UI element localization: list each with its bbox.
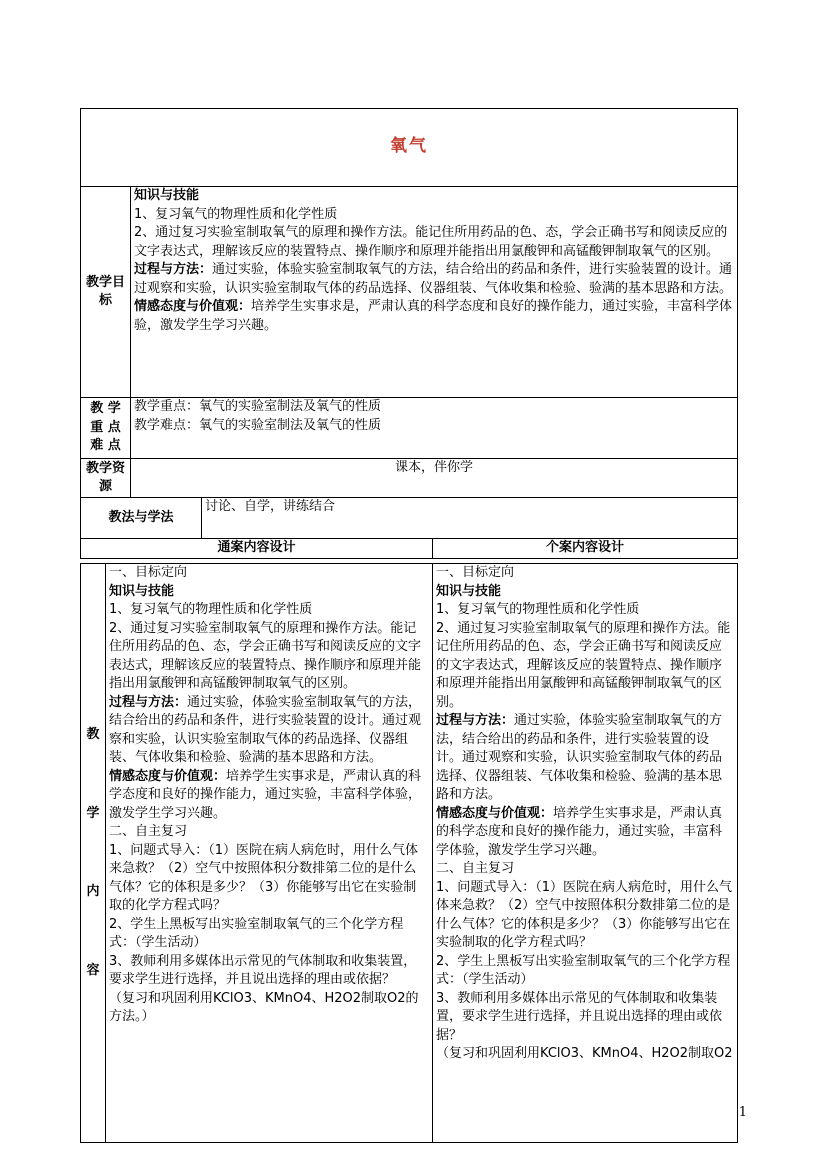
objectives-label-text: 教学目标 <box>85 274 125 308</box>
knowledge-heading: 知识与技能 <box>134 188 200 203</box>
right-q1: 1、问题式导入：（1）医院在病人病危时，用什么气体来急救？（2）空气中按照体积分数排第二位的是什么气体？它的体积是多少？（3）你能够写出它在实验制取的化学方程式吗？ <box>436 879 733 950</box>
process-label: 过程与方法： <box>134 262 213 277</box>
content-label <box>81 564 106 1143</box>
left-q1: 1、问题式导入：（1）医院在病人病危时，用什么气体来急救？（2）空气中按照体积分数排第二位的是什么气体？它的体积是多少？（3）你能够写出它在实验制取的化学方程式吗？ <box>109 842 419 913</box>
objective-process <box>134 261 734 298</box>
objectives-label <box>81 187 131 398</box>
individual-design-content <box>433 564 738 1143</box>
resources-text: 课本，伴你学 <box>394 460 473 475</box>
key-points-label-1: 教 学 <box>90 401 121 417</box>
lesson-plan-table <box>80 108 738 559</box>
key-points-label-2: 重 点 <box>90 419 121 435</box>
key-points-label <box>81 398 131 459</box>
objectives-content <box>131 187 738 398</box>
left-emotion <box>109 768 429 824</box>
resources-label <box>81 459 131 498</box>
right-emotion <box>436 805 734 861</box>
left-q3: 3、教师利用多媒体出示常见的气体制取和收集装置，要求学生进行选择，并且说出选择的理由或依据？ <box>109 953 417 987</box>
right-emotion-text: 培养学生实事求是，严肃认真的科学态度和良好的操作能力，通过实验，丰富科学体验，激发学生学习兴趣。 <box>436 805 723 858</box>
right-q3: 3、教师利用多媒体出示常见的气体制取和收集装置，要求学生进行选择，并且说出选择的理由或依据？ <box>436 990 723 1043</box>
resources-label-text: 教学资源 <box>85 460 125 494</box>
difficult-point: 教学难点：氧气的实验室制法及氧气的性质 <box>134 417 382 433</box>
objective-k2: 2、通过复习实验室制取氧气的原理和操作方法。能记住所用药品的色、态，学会正确书写和阅读反应的文字表达式，理解该反应的装置特点、操作顺序和原理并能指出用氯酸钾和高锰酸钾制取氧气的区别。 <box>134 225 728 259</box>
right-q2: 2、学生上黑板写出实验室制取氧气的三个化学方程式：（学生活动） <box>436 953 731 987</box>
content-label-3: 内 <box>86 884 100 899</box>
key-point: 教学重点：氧气的实验室制法及氧气的性质 <box>134 399 382 414</box>
right-process-label: 过程与方法： <box>436 713 515 728</box>
left-emotion-text: 培养学生实事求是，严肃认真的科学态度和良好的操作能力，通过实验，丰富科学体验，激发学生学习兴趣。 <box>109 768 422 821</box>
key-points-label-3: 难 点 <box>90 438 121 454</box>
common-design-content <box>106 564 433 1143</box>
objective-emotion <box>134 298 734 335</box>
page-number: 1 <box>738 1105 747 1120</box>
key-points-content <box>131 398 738 459</box>
right-section-2: 二、自主复习 <box>436 861 515 876</box>
left-section-1: 一、目标定向 <box>109 565 188 580</box>
right-knowledge-heading: 知识与技能 <box>436 583 502 599</box>
content-table <box>80 563 738 1143</box>
left-q4: （复习和巩固利用KClO3、KMnO4、H2O2制取O2的方法。） <box>109 990 419 1024</box>
left-process-text: 通过实验，体验实验室制取氧气的方法，结合给出的药品和条件，进行实验装置的设计。通过观察和实验，认识实验室制取气体的药品选择、仪器组装、气体收集和检验、验满的基本思路和方法。 <box>109 694 422 765</box>
right-emotion-label: 情感态度与价值观： <box>436 805 554 821</box>
common-design-title: 通案内容设计 <box>217 540 296 555</box>
methods-label <box>81 498 202 539</box>
right-process-text: 通过实验，体验实验室制取氧气的方法，结合给出的药品和条件，进行实验装置的设计。通过观察和实验，认识实验室制取气体的药品选择、仪器组装、气体收集和检验、验满的基本思路和方法。 <box>436 713 723 802</box>
right-p2: 2、通过复习实验室制取氧气的原理和操作方法。能记住所用药品的色、态，学会正确书写和阅读反应的文字表达式，理解该反应的装置特点、操作顺序和原理并能指出用氯酸钾和高锰酸钾制取氧气的区别。 <box>436 620 731 710</box>
content-label-4: 容 <box>86 962 100 978</box>
left-q2: 2、学生上黑板写出实验室制取氧气的三个化学方程式：（学生活动） <box>109 916 404 950</box>
left-p2: 2、通过复习实验室制取氧气的原理和操作方法。能记住所用药品的色、态，学会正确书写和阅读反应的文字表达式，理解该反应的装置特点、操作顺序和原理并能指出用氯酸钾和高锰酸钾制取氧气的区别。 <box>109 620 422 691</box>
process-text: 通过实验，体验实验室制取氧气的方法，结合给出的药品和条件，进行实验装置的设计。通过观察和实验，认识实验室制取气体的药品选择、仪器组装、气体收集和检验、验满的基本思路和方法。 <box>134 262 733 296</box>
objective-k1: 1、复习氧气的物理性质和化学性质 <box>134 206 338 222</box>
common-design-header <box>81 539 433 559</box>
individual-design-title: 个案内容设计 <box>545 540 624 555</box>
individual-design-header <box>433 539 738 559</box>
content-label-2: 学 <box>86 805 100 821</box>
left-process <box>109 694 429 768</box>
left-p1: 1、复习氧气的物理性质和化学性质 <box>109 602 313 617</box>
left-emotion-label: 情感态度与价值观： <box>109 768 227 784</box>
right-process <box>436 712 734 805</box>
methods-text: 讨论、自学，讲练结合 <box>205 499 336 514</box>
right-section-1: 一、目标定向 <box>436 565 515 580</box>
right-q4: （复习和巩固利用KClO3、KMnO4、H2O2制取O2 <box>436 1046 733 1061</box>
emotion-text: 培养学生实事求是，严肃认真的科学态度和良好的操作能力，通过实验，丰富科学体验，激发学生学习兴趣。 <box>134 299 733 333</box>
left-process-label: 过程与方法： <box>109 694 188 710</box>
right-p1: 1、复习氧气的物理性质和化学性质 <box>436 602 640 617</box>
left-knowledge-heading: 知识与技能 <box>109 583 175 599</box>
resources-content <box>131 459 738 498</box>
content-label-1: 教 <box>86 727 100 742</box>
emotion-label: 情感态度与价值观： <box>134 299 252 314</box>
methods-label-text: 教法与学法 <box>108 509 174 525</box>
page-title: 氧气 <box>390 136 428 157</box>
methods-content <box>202 498 738 539</box>
title-cell <box>81 109 738 187</box>
left-section-2: 二、自主复习 <box>109 824 188 839</box>
